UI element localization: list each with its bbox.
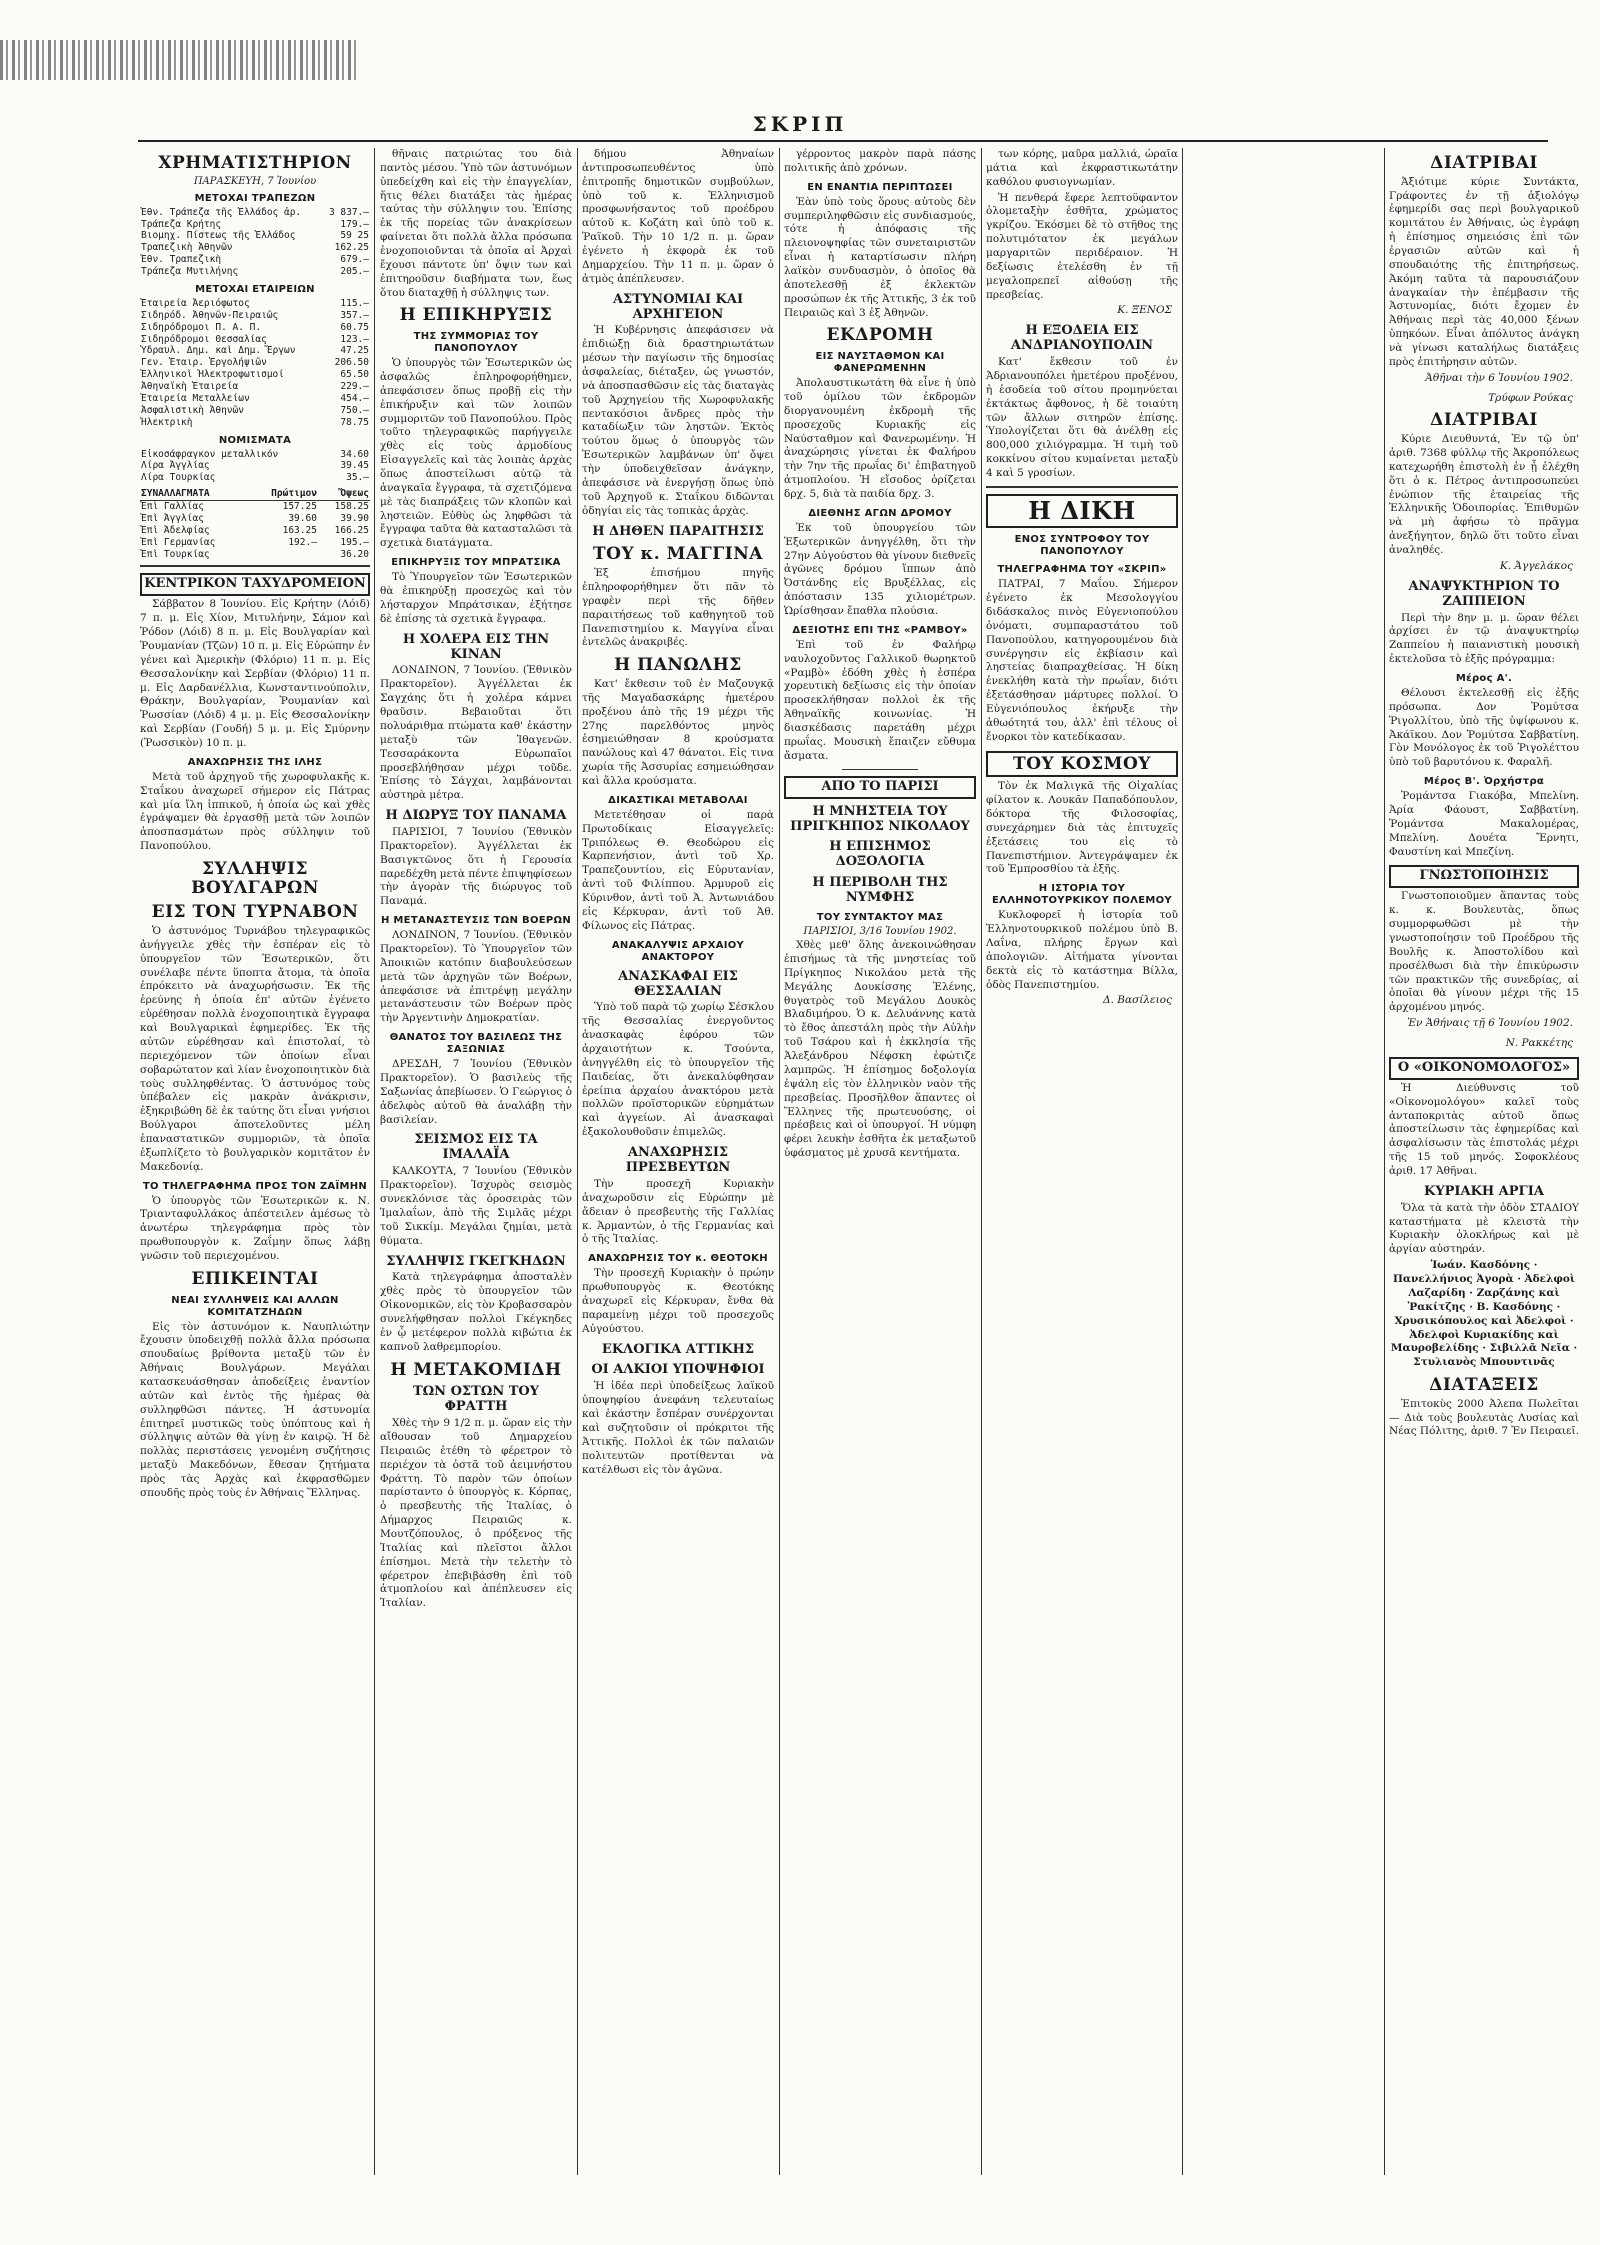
treatises-signature-2: Κ. Ἀγγελάκος — [1499, 559, 1573, 572]
col5-top-text-2: Ἡ πενθερά ἔφερε λεπτοϋφαντον ὁλομεταξὴν ἐσθῆτα, χρώματος γκρίζου. Ἐκόσμει δὲ τὸ στῆθος της πολυτιμότατον ἐκ μεγάλων μαργαριτῶν περιδέραιον. Ἡ δεξίωσις ἐτελέσθη ἐν τῇ μεγαλοπρεπεῖ αἰθούσῃ τῆς πρεσβείας. — [986, 191, 1178, 301]
arrest-text: Ὁ ἀστυνόμος Τυρνάβου τηλεγραφικῶς ἀνήγγειλε χθὲς τὴν ἑσπέραν εἰς τὸ ὑπουργεῖον τῶν Ἐσωτερικῶν, ὅτι συνέλαβε πέντε ὕποπτα ἄτομα, τὰ ὁποῖα ἐπρόκειτο νὰ ἀναχωρήσωσιν. Ἐκ τῆς ἐρεύνης ἡ ὁποία ἐπ' αὐτῶν ἐγένετο εὑρέθησαν πολλὰ ἐνοχοποιητικὰ ἔγγραφα καὶ Βουλγαρικαὶ ἐφημερίδες. Ἐκ τῆς αὐτῶν εὑρέθησαν καὶ ἐπιστολαί, τὸ περιεχόμενον τῶν ὁποίων εἶναι σοβαρώτατον καὶ λίαν ἐνοχοποιητικὸν διὰ τοὺς συλληφθέντας. Ὁ ἀστυνόμος τοὺς ὑπέβαλεν εἰς μακρὰν ἀνάκρισιν, ἐξηκριβώθη δὲ ἐκ ταύτης ὅτι εἶναι γνήσιοι Βούλγαροι ἀποτελοῦντες μέλη ἐπαναστατικῶν συμμοριῶν, τὰ ὁποῖα ἐξωπλίζετο τὸ βουλγαρικὸν κομιτᾶτον ἐν Μακεδονίᾳ. — [140, 925, 370, 1173]
resignation-heading: Η ΔΗΘΕΝ ΠΑΡΑΙΤΗΣΙΣ — [592, 523, 764, 539]
banks-table — [140, 207, 370, 278]
currency-heading: ΝΟΜΙΣΜΑΤΑ — [218, 434, 292, 446]
palace-heading: ΑΝΑΚΑΛΥΨΙΣ ΑΡΧΑΙΟΥ ΑΝΑΚΤΟΡΟΥ — [611, 939, 745, 963]
row-value: 34.60 — [340, 448, 369, 460]
earthquake-heading: ΣΕΙΣΜΟΣ ΕΙΣ ΤΑ ΙΜΑΛΑΪΑ — [414, 1132, 538, 1163]
transfer-heading: Η ΜΕΤΑΚΟΜΙΔΗ — [390, 1359, 562, 1380]
departure-heading: ΑΝΑΧΩΡΗΣΙΣ ΤΗΣ ΙΛΗΣ — [187, 756, 323, 768]
column-divider — [779, 148, 780, 2175]
excavations-heading: ΑΝΑΣΚΑΦΑΙ ΕΙΣ ΘΕΣΣΑΛΙΑΝ — [618, 968, 738, 999]
row-value: 59 25 — [340, 230, 369, 242]
bride-heading: Η ΠΕΡΙΒΟΛΗ ΤΗΣ ΝΥΜΦΗΣ — [812, 875, 948, 906]
elections-text: Ἡ ἰδέα περὶ ὑποδείξεως λαϊκοῦ ὑποψηφίου ἀνεφάνη τελευταίως καὶ ἑκάστην ἔσπέραν συνέρχονται καὶ συζητοῦσιν οἱ πρόκριτοι τῆς Ἀττικῆς. Πολλοὶ ἐκ τῶν παλαιῶν πολιτευτῶν προτίθενται νὰ κατέλθωσι εἰς τὸν ἀγῶνα. — [582, 1380, 774, 1476]
header-rule — [138, 140, 1548, 142]
row-value: 162.25 — [334, 242, 369, 254]
row-value: 229.— — [340, 381, 369, 393]
row-value: 36.20 — [340, 548, 369, 560]
telegram-heading: ΤΟ ΤΗΛΕΓΡΑΦΗΜΑ ΠΡΟΣ ΤΟΝ ΖΑΪΜΗΝ — [142, 1180, 368, 1192]
row-value: 357.— — [340, 309, 369, 321]
column-2 — [380, 148, 572, 2181]
row-value: 115.— — [340, 297, 369, 309]
treatises-signature: Τρύφων Ρούκας — [1488, 391, 1573, 404]
row-value — [249, 549, 317, 561]
col3-top-text: δήμου Ἀθηναίων ἀντιπροσωπευθέντος ὑπὸ ἐπιτροπῆς δημοτικῶν συμβούλων, ὑπὸ τοῦ κ. Ἑλληνισμοῦ προσφωνήσαντος τοῦ προέδρου αὐτοῦ κ. Κοζάτη καὶ ὑπὸ τοῦ κ. Ῥαϊκοῦ. Τὴν 10 1/2 π. μ. ὥραν ἐγένετο ἡ ἐκφορὰ ἐκ τοῦ Δημαρχείου. Τὴν 11 π. μ. ὥραν ὁ ἀτμὸς ἀπέπλευσεν. — [582, 148, 774, 285]
economist-heading: Ο «ΟΙΚΟΝΟΜΟΛΟΓΟΣ» — [1389, 1057, 1579, 1080]
table-row — [140, 254, 370, 266]
bounty-heading: Η ΕΠΙΚΗΡΥΞΙΣ — [399, 305, 553, 326]
notice-dateline: Ἐν Ἀθήναις τῇ 6 Ἰουνίου 1902. — [1407, 1017, 1573, 1030]
row-value: 39.60 — [288, 512, 317, 524]
table-row — [140, 513, 370, 525]
excursion-subheading: ΕΙΣ ΝΑΥΣΤΑΘΜΟΝ ΚΑΙ ΦΑΝΕΡΩΜΕΝΗΝ — [815, 351, 945, 375]
row-value: 39.45 — [340, 460, 369, 472]
bratsika-text: Τὸ Ὑπουργεῖον τῶν Ἐσωτερικῶν θὰ ἐπικηρύξῃ προσεχῶς καὶ τὸν λήσταρχον Μπράτσικαν, ἐξήτησε δὲ ἐπίσης τὰ σχετικὰ ἔγγραφα. — [380, 571, 572, 625]
bounty-subheading: ΤΗΣ ΣΥΜΜΟΡΙΑΣ ΤΟΥ ΠΑΝΟΠΟΥΛΟΥ — [413, 331, 539, 355]
trial-heading: Η ΔΙΚΗ — [986, 494, 1178, 528]
table-row — [140, 266, 370, 278]
post-office-text: Σάββατον 8 Ἰουνίου. Εἰς Κρήτην (Λόιδ) 7 π. μ. Εἰς Χίον, Μιτυλήνην, Σάμον καὶ Ῥόδον (Λόιδ) 8 π. μ. Εἰς Βουλγαρίαν καὶ Ῥουμανίαν (Τζῶν) 10 π. μ. Εἰς Εὐρώπην ἐν γένει καὶ Ἀμερικὴν (Φλόριο) 11 π. μ. Εἰς Θεσσαλονίκην καὶ Σερβίαν (Φλόριο) 11 π. μ. Εἰς Δαρδανέλλια, Κωνσταντινούπολιν, Θράκην, Βουλγαρίαν, Ῥουμανίαν καὶ Ῥωσσίαν (Λόιδ) 4 μ. μ. Εἰς Θεσσαλονίκην καὶ Σερβίαν (Γουδή) 5 μ. μ. Εἰς Σμύρνην (Ῥωσσικὸν) 10 π. μ. — [140, 598, 370, 749]
row-value: 166.25 — [334, 524, 369, 536]
table-row — [140, 472, 370, 484]
row-label: Ἐπὶ Γερμανίας — [141, 536, 216, 548]
rambo-text: Ἐπὶ τοῦ ἐν Φαλήρῳ ναυλοχοῦντος Γαλλικοῦ θωρηκτοῦ «Ραμβὸ» ἐδόθη χθὲς ἡ ἑσπέρα χορευτικὴ δεξίωσις εἰς τὴν ὁποίαν προσεκλήθησαν πολλοὶ ἐκ τῆς Ἀθηναϊκῆς κοινωνίας. Ἡ διασκέδασις παρετάθη μέχρι πρωΐας. Μουσικὴ ἔπαιζεν εὔθυμα ἄσματα. — [784, 638, 976, 762]
notice-heading: ΓΝΩΣΤΟΠΟΙΗΣΙΣ — [1389, 865, 1579, 888]
table-row — [140, 207, 370, 219]
row-label: Σιδηρόδρομοι Π. Α. Π. — [141, 321, 262, 333]
panama-text: ΠΑΡΙΣΙΟΙ, 7 Ἰουνίου (Ἐθνικὸν Πρακτορεῖον). Ἀγγέλλεται ἐκ Βασιγκτῶνος ὅτι ἡ Γερουσία παρεδέχθη μετὰ πέντε ἐπιψηφίσεων τὴν ἀγορὰν τῆς διώρυγος τοῦ Παναμά. — [380, 826, 572, 908]
police-heading: ΑΣΤΥΝΟΜΙΑΙ ΚΑΙ ΑΡΧΗΓΕΙΟΝ — [612, 291, 744, 322]
paris-dateline: ΠΑΡΙΣΙΟΙ, 3/16 Ἰουνίου 1902. — [803, 926, 957, 938]
transfer-text: Χθὲς τὴν 9 1/2 π. μ. ὥραν εἰς τὴν αἴθουσαν τοῦ Δημαρχείου Πειραιῶς ἐτέθη τὸ φέρετρον τὸ περιέχον τὰ ὀστᾶ τοῦ ἀειμνήστου Φράττη. Τὸ παρὸν τῶν ὁποίων παρίσταντο ὁ ὑπουργὸς κ. Κόρπας, ὁ πρεσβευτὴς τῆς Ἰταλίας, ὁ Δήμαρχος Πειραιῶς κ. Μουτζόπουλος, ὁ πρόξενος τῆς Ἰταλίας καὶ πλεῖστοι ἄλλοι ἐπίσημοι. Μετὰ τὴν τελετὴν τὸ φέρετρον ἐπεβιβάσθη ἐπὶ τοῦ ἀτμοπλοίου καὶ ἀπέπλευσεν εἰς Ἰταλίαν. — [380, 1417, 572, 1610]
col2-top-text: θῆναις πατριώτας του διὰ παντὸς μέσου. Ὑπὸ τῶν ἀστυνόμων ὑπεδείχθη καὶ εἰς τὴν ἐπαγγελίαν, ἥτις θέλει διατάξει τὰς ἡμέρας ταύτας τὴν σύλληψιν του. Ἐπίσης ἐκ τῆς πορείας τῶν ἀνακρίσεων φαίνεται ὅτι πολλὰ ἄλλα πρόσωπα ἐνοχοποιοῦνται τὰ ὁποῖα αἱ Ἀρχαὶ ἔχουσι πάντοτε ὑπ' ὄψιν των καὶ ἐπιτηροῦσιν διαβήματα των, ἕως ὅτου διαταχθῇ ἡ σύλληψις των. — [380, 148, 572, 299]
row-label: Σιδηρόδρομοι Θεσσαλίας — [141, 333, 267, 345]
rambo-heading: ΔΕΞΙΟΤΗΣ ΕΠΙ ΤΗΣ «ΡΑΜΒΟΥ» — [792, 624, 968, 636]
companies-heading: ΜΕΤΟΧΑΙ ΕΤΑΙΡΕΙΩΝ — [195, 283, 315, 295]
row-label: Λίρα Τουρκίας — [141, 472, 216, 484]
ambassadors-heading: ΑΝΑΧΩΡΗΣΙΣ ΠΡΕΣΒΕΥΤΩΝ — [625, 1145, 731, 1175]
currency-table — [140, 449, 370, 485]
table-row — [140, 230, 370, 242]
table-row — [140, 357, 370, 369]
companies-table — [140, 298, 370, 429]
history-text: Κυκλοφορεῖ ἡ ἱστορία τοῦ Ἑλληνοτουρκικοῦ πολέμου ὑπὸ Β. Λαΐνα, πλήρης ἔργων καὶ ἀπολογιῶν. Αἰτήματα γίνονται δεκτὰ εἰς τὸ κατάστημα Βίλλα, ὁδὸς Πανεπιστημίου. — [986, 909, 1178, 991]
cholera-heading: Η ΧΟΛΕΡΑ ΕΙΣ ΤΗΝ ΚΙΝΑΝ — [402, 631, 550, 662]
column-1 — [140, 148, 370, 2181]
row-value: 158.25 — [334, 501, 369, 513]
resignation-text: Ἐξ ἐπισήμου πηγῆς ἐπληροφορήθημεν ὅτι πᾶν τὸ γραφὲν περὶ τῆς δῆθεν παραιτήσεως τοῦ καθηγητοῦ τοῦ Πανεπιστημίου κ. Μαγγίνα εἶναι ἐντελῶς ἀνακριβές. — [582, 567, 774, 649]
arrest-subheading: ΕΙΣ ΤΟΝ ΤΥΡΝΑΒΟΝ — [151, 902, 359, 923]
excursion-text: Ἀπολαυστικωτάτη θὰ εἶνε ἡ ὑπὸ τοῦ ὁμίλου τῶν ἐκδρομῶν διοργανουμένη ἐκδρομὴ τῆς προσεχοῦς Κυριακῆς εἰς Ναύσταθμον καὶ Φανερωμένην. Ἡ ἀναχώρησις γίνεται ἐκ Φαλήρου τὴν 7ην τῆς πρωΐας δι' ἐπιβατηγοῦ ἀτμοπλοίου. Ἡ εἴσοδος ὁρίζεται δρχ. 5, διὰ τὰ παιδία δρχ. 3. — [784, 377, 976, 501]
row-value: 47.25 — [340, 345, 369, 357]
row-label: Ἐταιρεία Ἀεριόφωτος — [141, 297, 250, 309]
harvest-text: Κατ' ἔκθεσιν τοῦ ἐν Ἀδριανουπόλει ἡμετέρου προξένου, ἡ ἐσοδεία τοῦ σίτου προμηνύεται ἐκτάκτως ἄφθονος, ἡ δὲ τοιαύτη τῶν ἄλλων σιτηρῶν ἐπίσης. Ὑπολογίζεται ὅτι θὰ ἀνέλθῃ εἰς 800,000 χιλιόγραμμα. Ἡ τιμὴ τοῦ κοκκίνου σίτου κυμαίνεται μεταξὺ 4 καὶ 5 γροσίων. — [986, 356, 1178, 480]
signature: Κ. ΞΕΝΟΣ — [1117, 304, 1172, 317]
row-value: 123.— — [340, 333, 369, 345]
row-label: Ἑλληνικοὶ Ἠλεκτροφωτισμοί — [141, 369, 284, 381]
table-header-row — [140, 488, 370, 500]
row-value: 195.— — [340, 536, 369, 548]
arrest-heading: ΣΥΛΛΗΨΙΣ ΒΟΥΛΓΑΡΩΝ — [191, 858, 319, 898]
column-divider — [981, 148, 982, 2175]
zappeion-text: Περὶ τὴν 8ην μ. μ. ὥραν θέλει ἀρχίσει ἐν τῷ ἀναψυκτηρίῳ Ζαππείου ἡ παιανιστικὴ μουσικὴ ἐκτελοῦσα τὸ ἑξῆς πρόγραμμα: — [1389, 611, 1579, 666]
row-label: Γεν. Ἑταιρ. Ἐργολήψιῶν — [141, 357, 267, 369]
treatises-text-2: Κύριε Διευθυντά, Ἐν τῷ ὑπ' ἀριθ. 7368 φύλλῳ τῆς Ἀκροπόλεως κατεχωρήθη ἐπιστολὴ ἐν ᾗ ἐλέχθη ὅτι ὁ κ. Πέτρος ἀντιπροσωπεύει ἐνώπιον τῆς ἐταιρείας τῆς Ἑλληνικῆς Ὁδοιπορίας. Ἐπιθυμῶν νὰ μὴ ἀφήσω τὸ πρᾶγμα ἀνεξήγητον, δηλῶ ὅτι τοῦτο εἶναι ἀναληθές. — [1389, 433, 1579, 556]
row-value: 206.50 — [334, 357, 369, 369]
theotokis-text: Τὴν προσεχῆ Κυριακὴν ὁ πρώην πρωθυπουργὸς κ. Θεοτόκης ἀναχωρεῖ εἰς Κέρκυραν, ἔνθα θὰ παραμείνῃ μέχρι τοῦ προσεχοῦς Αὐγούστου. — [582, 1267, 774, 1335]
row-label: Ἀθηναϊκὴ Ἐταιρεία — [141, 381, 239, 393]
plague-text: Κατ' ἔκθεσιν τοῦ ἐν Μαζουγκᾷ τῆς Μαγαδασκάρης ἡμετέρου προξένου ἀπὸ τῆς 19 μέχρι τῆς 27ης παρελθόντος μηνὸς ἐσημειώθησαν 8 κρούσματα πανώλους καὶ 47 θάνατοι. Εἰς τινα χωρία τῆς Ἀσσυρίας εσημειώθησαν καὶ ἄλλα κρούσματα. — [582, 677, 774, 787]
row-value: 205.— — [340, 266, 369, 278]
part-a-heading: Μέρος Α'. — [1455, 673, 1513, 685]
banks-heading: ΜΕΤΟΧΑΙ ΤΡΑΠΕΖΩΝ — [194, 192, 316, 204]
row-value: 39.90 — [340, 512, 369, 524]
table-row — [140, 310, 370, 322]
row-label: Ἠλεκτρικὴ — [141, 416, 193, 428]
elections-heading: ΕΚΛΟΓΙΚΑ ΑΤΤΙΚΗΣ — [601, 1341, 755, 1357]
table-row — [140, 501, 370, 513]
economist-text: Ἡ Διεύθυνσις τοῦ «Οἰκονομολόγου» καλεῖ τοὺς ἀνταποκριτὰς αὐτοῦ ὅπως ἀποστείλωσιν τὰς ἐφημερίδας καὶ ἀσφαλίσωσιν τὰς ἐπιστολάς μέχρι τῆς 15 τοῦ μηνός. Σοφοκλέους ἀριθ. 17 Ἀθῆναι. — [1389, 1081, 1579, 1177]
row-value: 454.— — [340, 392, 369, 404]
row-value: Ὄψεως — [318, 488, 370, 500]
scan-artifact — [0, 40, 360, 80]
column-divider — [577, 148, 578, 2175]
notice-signature: Ν. Ρακκέτης — [1505, 1037, 1573, 1050]
trial-text: ΠΑΤΡΑΙ, 7 Μαΐου. Σήμερον ἐγένετο ἐκ Μεσολογγίου διδάσκαλος πινὸς Εὐγενιοπούλου ὀνόματι, συμπαραστάτου τοῦ Πανοπούλου, κατηγορουμένου διὰ συνέργησιν εἰς ἐκβίασιν καὶ ληστείας διαπραχθείσας. Ἡ δίκη ἐνεκλήθη κατὰ τὴν πρωΐαν, διότι ἐξετάσθησαν μάρτυρες πολλοί. Ὁ Εὐγενιόπουλος ἐκήρυξε τὴν ἀθωότητά του, ἀλλ' ἐπὶ τέλους οἱ ἔνορκοι τὸν κατεδίκασαν. — [986, 578, 1178, 743]
masthead: ΣΚΡΙΠ — [752, 112, 848, 136]
part-b-heading: Μέρος Β'. Ὀρχήστρα — [1423, 776, 1545, 788]
treatises-dateline: Ἀθῆναι τὴν 6 Ἰουνίου 1902. — [1425, 371, 1573, 384]
contrary-heading: ΕΝ ΕΝΑΝΤΙΑ ΠΕΡΙΠΤΩΣΕΙ — [807, 181, 953, 193]
pending-subheading: ΝΕΑΙ ΣΥΛΛΗΨΕΙΣ ΚΑΙ ΑΛΛΩΝ ΚΟΜΙΤΑΤΖΗΔΩΝ — [171, 1294, 339, 1318]
provisions-text: Ἐπιτοκὺς 2000 Ἀλεπα Πωλεῖται — Διὰ τοὺς βουλευτὰς Λυσίας καὶ Νέας Πόλιτης, ἀριθ. 7 Ἐν Πειραιεῖ. — [1389, 1397, 1579, 1438]
provisions-heading: ΔΙΑΤΑΞΕΙΣ — [1429, 1375, 1539, 1396]
row-value: 163.25 — [282, 524, 317, 536]
telegram-text: Ὁ ὑπουργὸς τῶν Ἐσωτερικῶν κ. Ν. Τριανταφυλλάκος ἀπέστειλεν ἀμέσως τὸ ἀνωτέρω τηλεγράφημα πρὸς τὸν πρωθυπουργὸν κ. Ζαΐμην ὅπως λάβῃ γνῶσιν τοῦ περιεχομένου. — [140, 1194, 370, 1262]
earthquake-text: ΚΑΛΚΟΥΤΑ, 7 Ἰουνίου (Ἐθνικὸν Πρακτορεῖον). Ἰσχυρὸς σεισμὸς συνεκλόνισε τὰς ὀροσειρὰς τῶν Ἱμαλαΐων, ἀπὸ τῆς Σιμλᾶς μέχρι τοῦ Σικκίμ. Μεγάλαι ζημίαι, μετὰ θύματα. — [380, 1165, 572, 1247]
resignation-subheading: ΤΟΥ κ. ΜΑΓΓΙΝΑ — [593, 544, 763, 565]
pending-heading: ΕΠΙΚΕΙΝΤΑΙ — [191, 1268, 319, 1289]
table-row — [140, 525, 370, 537]
row-label: Τραπεζικὴ Ἀθηνῶν — [141, 242, 233, 254]
engagement-heading: Η ΜΝΗΣΤΕΙΑ ΤΟΥ ΠΡΙΓΚΗΠΟΣ ΝΙΚΟΛΑΟΥ — [790, 803, 970, 834]
row-label: Ἐπὶ Γαλλίας — [141, 501, 204, 513]
treatises-text: Ἀξιότιμε κύριε Συντάκτα, Γράφοντες ἐν τῇ ἀξιολόγῳ ἐφημερίδι σας περὶ βουλγαρικοῦ κομιτάτου ἐν Ἀθήναις, ὡς ἐγράφη ἡ ἐπίσημος σημειόσις ἐπὶ τῶν ἐργασιῶν αὐτῶν καὶ ἡ σπουδαιότης τῆς ἐπιτηρήσεως. Ἀκόμη ταῦτα τὰ παρουσιάζουν ἀναγκαίαν τὴν ἐπέμβασιν τῆς Ἀστυνομίας, διότι ἔχομεν ἐν Ἀθήναις περὶ τὰς 40,000 ξένων ὑπηκόων. Εἶναι ἀπόλυτος ἀνάγκη νὰ γίνωσι καταλήλως διατάξεις πρὸς ἐπιτήρησιν αὐτῶν. — [1389, 175, 1579, 368]
row-label: Βιομηχ. Πίστεως τῆς Ἑλλάδος — [141, 230, 296, 242]
row-value: 3 837.— — [328, 206, 369, 218]
row-label: Τράπεζα Κρήτης — [141, 218, 222, 230]
row-label: Ἐθν. Τραπεζικὴ — [141, 254, 222, 266]
departure-text: Μετὰ τοῦ ἀρχηγοῦ τῆς χωροφυλακῆς κ. Σταΐκου ἀναχωρεῖ σήμερον εἰς Πάτρας καὶ μία ἴλη ἱππικοῦ, ἡ ὁποία ὡς καὶ χθὲς ἐγράψαμεν θὰ ἐργασθῇ μετὰ τῶν λοιπῶν ἀποσπασμάτων πρὸς σύλληψιν τοῦ Πανοπούλου. — [140, 770, 370, 853]
cholera-text: ΛΟΝΔΙΝΟΝ, 7 Ἰουνίου. (Ἐθνικὸν Πρακτορεῖον). Ἀγγέλλεται ἐκ Σαγχάης ὅτι ἡ χολέρα κάμνει θραῦσιν. Βεβαιοῦται ὅτι πολυάριθμα πτώματα καθ' ἑκάστην μεταξὺ τῶν Ἰθαγενῶν. Τεσσαράκοντα Εὐρωπαῖοι προσεβλήθησαν μέχρι τοῦδε. Ἐπίσης τὸ Σάγχαι, λαμβάνονται αὐστηρὰ μέτρα. — [380, 664, 572, 802]
society-heading: ΤΟΥ ΚΟΣΜΟΥ — [986, 751, 1178, 778]
elections-subheading: ΟΙ ΑΛΚΙΟΙ ΥΠΟΨΗΦΙΟΙ — [591, 1362, 765, 1378]
sunday-shops-list: Ἰωάν. Κασδόνης · Πανελλήνιος Ἀγορὰ · Ἀδελφοὶ Λαζαρίδη · Ζαρζάνης καὶ Ῥακίτζης · Β. Κασδόνης · Χρυσικόπουλος καὶ Ἀδελφοὶ · Ἀδελφοὶ Κυριακίδης καὶ Μαυροβελίδης · Σιβιλλᾶ Νεῖα · Στυλιανὸς Μπουντινᾶς — [1390, 1259, 1578, 1369]
row-value: 192.— — [288, 536, 317, 548]
harvest-heading: Η ΕΞΟΔΕΙΑ ΕΙΣ ΑΝΔΡΙΑΝΟΥΠΟΛΙΝ — [1010, 323, 1154, 354]
table-row — [140, 322, 370, 334]
table-row — [140, 334, 370, 346]
correspondent-label: ΤΟΥ ΣΥΝΤΑΚΤΟΥ ΜΑΣ — [816, 912, 944, 924]
row-label: Ἐθν. Τράπεζα τῆς Ἑλλάδος ἀρ. — [141, 206, 302, 218]
bounty-text: Ὁ ὑπουργὸς τῶν Ἐσωτερικῶν ὡς ἀσφαλῶς ἐπληροφορήθημεν, ἀπεφάσισεν ὅπως προβῇ εἰς τὴν ἐπικήρυξιν καὶ τῶν λοιπῶν συμμοριτῶν τοῦ Πανοπούλου. Πρὸς τοῦτο τηλεγραφικῶς παρήγγειλε χθὲς εἰς τοὺς ἀρμοδίους Εἰσαγγελεῖς καὶ τὰς λοιπὰς ἀρχὰς ὅπως ἀποστείλωσι αὐτῷ τὰ ἀναγκαῖα ἔγγραφα, τὰ σχετιζόμενα μὲ τὰς διαπράξεις τῶν κλοπῶν καὶ ληστειῶν. Εὐθὺς ὡς ληφθῶσι τὰ ἔγγραφα ταῦτα θὰ κατασταλῶσι τὰ σχετικὰ διατάγματα. — [380, 357, 572, 550]
row-label: Τράπεζα Μυτιλήνης — [141, 266, 239, 278]
race-heading: ΔΙΕΘΝΗΣ ΑΓΩΝ ΔΡΟΜΟΥ — [808, 507, 952, 519]
column-divider — [374, 148, 375, 2175]
part-b-items: Ῥομάντσα Γιακόβα, Μπελίνη. Ἀρία Φάουστ, Σαββατίνη. Ῥομάντσα Μακαλομέρας, Μπελίνη. Δουέτα Ἔρνητι, Φαυστίνη καὶ Μπεζίνη. — [1389, 790, 1579, 858]
row-label: ΣΥΝΑΛΛΑΓΜΑΤΑ — [140, 488, 249, 500]
row-label: Εἰκοσάφραγκον μεταλλικόν — [141, 448, 279, 460]
col5-top-text: των κόρης, μαῦρα μαλλιά, ὡραῖα μάτια καὶ ἐκφραστικωτάτην καθόλου φυσιογνωμίαν. — [986, 148, 1178, 188]
column-divider — [1384, 148, 1385, 2175]
judicial-text: Μετετέθησαν οἱ παρὰ Πρωτοδίκαις Εἰσαγγελεῖς: Τριπόλεως Θ. Θεοδώρου εἰς Καρπενήσιον, ἀντὶ τοῦ Χρ. Τραπεζουντίου, εἰς Εὐρυτανίαν, ἀντὶ τοῦ Φιλίππου. Ἀρμυροῦ εἰς Κύρινθον, ἀντὶ τοῦ Ἀ. Ἀντωνιάδου εἰς Κέρκυραν, ἀντὶ τοῦ Ἀθ. Φίλωνος εἰς Πάτρας. — [582, 808, 774, 932]
society-text: Τὸν ἐκ Μαλιγκᾶ τῆς Οἰχαλίας φίλατον κ. Λουκᾶν Παπαδόπουλον, δόκτορα τῆς Φιλοσοφίας, συνεχάρημεν διὰ τὰς ἐπιτυχεῖς ἐξετάσεις του εἰς τὸ Πανεπιστήμιον. Ἀντεγράψαμεν ἐκ τοῦ Ἐμπροσθίου τὰ ἑξῆς. — [986, 780, 1178, 876]
plague-heading: Η ΠΑΝΩΛΗΣ — [614, 655, 742, 676]
row-label: Λίρα Ἀγγλίας — [141, 460, 210, 472]
row-label: Ἀσφαλιστικὴ Ἀθηνῶν — [141, 404, 244, 416]
transfer-subheading: ΤΩΝ ΟΣΤΩΝ ΤΟΥ ΦΡΑΤΤΗ — [412, 1384, 540, 1415]
zappeion-heading: ΑΝΑΨΥΚΤΗΡΙΟΝ ΤΟ ΖΑΠΠΕΙΟΝ — [1408, 578, 1560, 609]
theotokis-heading: ΑΝΑΧΩΡΗΣΙΣ ΤΟΥ κ. ΘΕΟΤΟΚΗ — [588, 1253, 768, 1265]
row-label: Σιδηρόδ. Ἀθηνῶν-Πειραιῶς — [141, 309, 279, 321]
column-3 — [582, 148, 774, 2181]
sunday-heading: ΚΥΡΙΑΚΗ ΑΡΓΙΑ — [1424, 1183, 1544, 1199]
row-label: Ὑδραυλ. Δημ. καὶ Δημ. Ἔργων — [141, 345, 296, 357]
exchange-table — [140, 488, 370, 560]
doxology-heading: Η ΕΠΙΣΗΜΟΣ ΔΟΞΟΛΟΓΙΑ — [829, 839, 931, 870]
race-text: Ἐκ τοῦ ὑπουργείου τῶν Ἐξωτερικῶν ἀνηγγέλθη, ὅτι τὴν 27ην Αὐγούστου θὰ γίνουν διεθνεῖς ἀγῶνες δρόμου ἵππων ἀπὸ Ὀστάνδης εἰς Βρυξέλλας, εἰς ἀπόστασιν 135 χιλιομέτρων. Ὡρίσθησαν ἔπαθλα πλούσια. — [784, 521, 976, 618]
table-row — [140, 449, 370, 461]
pending-text: Εἰς τὸν ἀστυνόμον κ. Ναυπλιώτην ἔχουσιν ὑποδειχθῇ πολλὰ ἄλλα πρόσωπα σπουδαίως βρίθοντα μεταξὺ τῶν ἐν Ἀθήναις Βουλγάρων. Μεγάλαι κατασκευάσθησαν ἀποδείξεις ἐναντίον αὐτῶν καὶ ἐντὸς τῆς ἡμέρας θὰ συλληφθῶσι πάντες. Ἡ ἀστυνομία ἐπιτηρεῖ μυστικῶς τοὺς ὑπόπτους καὶ ἡ σύλληψις αὐτῶν θὰ γίνῃ ἐν καιρῷ. Ἡ δὲ πολλὰς περιστάσεις γενομένη συζήτησις μεταξὺ Μακεδόνων, ἔθεσαν ζητήματα πρὸς τὰς Ἀρχὰς καὶ ἐκφρασθῶμεν σπουδῆς πρὸς τοὺς ἐν Ἀθήναις Ἕλληνας. — [140, 1320, 370, 1499]
part-a-items: Θέλουσι ἐκτελεσθῇ εἰς ἐξῆς πρόσωπα. Δον Ῥομύτσα Ῥιγολλίτου, ὑπὸ τῆς ὑψίφωνου κ. Ἀκάϊκου. Δον Ῥομύτσα Σαββατίνη. Γὸν Μονόλογος ἐκ τοῦ Ῥιγολέττου ὑπὸ τοῦ βαρυτόνου κ. Φαραλῆ. — [1389, 687, 1579, 769]
section-rule — [986, 486, 1178, 488]
table-row — [140, 298, 370, 310]
column-4 — [784, 148, 976, 2181]
col4-top-text: γέρροντος μακρὸν παρὰ πάσης πολιτικῆς ἀπὸ χρόνων. — [784, 148, 976, 174]
judicial-heading: ΔΙΚΑΣΤΙΚΑΙ ΜΕΤΑΒΟΛΑΙ — [608, 794, 748, 806]
trial-subheading: ΕΝΟΣ ΣΥΝΤΡΟΦΟΥ ΤΟΥ ΠΑΝΟΠΟΥΛΟΥ — [1014, 534, 1150, 558]
section-rule — [140, 565, 370, 567]
stock-exchange-date: ΠΑΡΑΣΚΕΥΗ, 7 Ἰουνίου — [193, 175, 317, 187]
row-value: 157.25 — [282, 501, 317, 513]
row-label: Ἐπὶ Τουρκίας — [141, 548, 210, 560]
table-row — [140, 549, 370, 561]
column-5 — [986, 148, 1178, 2181]
table-row — [140, 537, 370, 549]
notice-text: Γνωστοποιοῦμεν ἅπαντας τοὺς κ. κ. Βουλευτὰς, ὅπως συμμορφωθῶσι μὲ τὴν γνωστοποίησιν τοῦ Προέδρου τῆς Βουλῆς κ. Ἀποστολίδου καὶ προσέλθωσι διὰ τὴν ἐπικύρωσιν τῶν πρακτικῶν τῆς συνεδρίας, αἱ ὁποῖαι θὰ γίνουν μέχρι τῆς 15 ἀρχομένου μηνός. — [1389, 890, 1579, 1014]
police-text: Ἡ Κυβέρνησις ἀπεφάσισεν νὰ ἐπιδιώξῃ διὰ δραστηριωτάτων μέσων τὴν παγίωσιν τῆς δημοσίας ἀσφαλείας, διέταξεν, ὡς γνωστόν, νὰ ἀποσπασθῶσιν εἰς τὰς διαταγὰς τοῦ Ἀρχηγείου τῆς Χωροφυλακῆς πεντακόσιοι ἄνδρες πρὸς τὴν καταδίωξιν τῶν ληστῶν. Ἐκτὸς τούτου ὅμως ὁ ὑπουργὸς τῶν Ἐσωτερικῶν λαμβάνων ὑπ' ὄψει τὴν ὑποδειχθεῖσαν ἀνάγκην, ἀπεφάσισε νὰ ἐνεργήσῃ ὅπως ὑπὸ τοῦ Ἀρχηγοῦ κ. Σταΐκου διδῶνται ὁδηγίαι εἰς τὰς τοπικὰς ἀρχὰς. — [582, 324, 774, 517]
table-row — [140, 219, 370, 231]
row-label: Ἐπὶ Ἀγγλίας — [141, 512, 204, 524]
post-office-heading: ΚΕΝΤΡΙΚΟΝ ΤΑΧΥΔΡΟΜΕΙΟΝ — [140, 573, 370, 596]
row-value: 679.— — [340, 254, 369, 266]
contrary-text: Ἐὰν ὑπὸ τοὺς ὅρους αὐτοὺς δὲν συμπεριληφθῶσιν εἰς συνδιασμούς, τότε ἡ ἀπόφασις τῆς πλειονοψηφίας τῶν συνεταιριστῶν εἶναι ἡ καταρτίσωσιν πλήρη λαϊκὸν συνδυασμὸν, ὁ ὁποῖος θὰ ἀποτελεσθῇ ἐξ ἐκλεκτῶν προσώπων ἐκ τῆς Ἀττικῆς, 3 ἐκ τοῦ Πειραιῶς καὶ 3 ἐξ Ἀθηνῶν. — [784, 195, 976, 319]
panama-heading: Η ΔΙΩΡΥΞ ΤΟΥ ΠΑΝΑΜΑ — [385, 808, 567, 824]
row-value: 35.— — [346, 472, 369, 484]
table-row — [140, 242, 370, 254]
treatises-heading: ΔΙΑΤΡΙΒΑΙ — [1430, 153, 1538, 173]
row-value: 60.75 — [340, 321, 369, 333]
row-value: 179.— — [340, 218, 369, 230]
row-value: Πρώτιμον — [249, 488, 317, 500]
boers-heading: Η ΜΕΤΑΝΑΣΤΕΥΣΙΣ ΤΩΝ ΒΟΕΡΩΝ — [380, 915, 572, 927]
stock-exchange-title: ΧΡΗΜΑΤΙΣΤΗΡΙΟΝ — [158, 153, 352, 173]
table-row — [140, 369, 370, 381]
paris-heading: ΑΠΟ ΤΟ ΠΑΡΙΣΙ — [784, 776, 976, 799]
boers-text: ΛΟΝΔΙΝΟΝ, 7 Ἰουνίου. (Ἐθνικὸν Πρακτορεῖον). Τὸ Ὑπουργεῖον τῶν Ἀποικιῶν κατόπιν διαβουλεύσεων μετὰ τῶν ἀρχηγῶν τῶν Βοέρων, ἀπεφάσισε νὰ ἐπιτρέψῃ μεγάλην μετανάστευσιν τῶν Βοέρων πρὸς τὴν Ἀργεντινὴν Δημοκρατίαν. — [380, 929, 572, 1025]
row-value: 65.50 — [340, 369, 369, 381]
saxony-text: ΔΡΕΣΔΗ, 7 Ἰουνίου (Ἐθνικὸν Πρακτορεῖον). Ὁ βασιλεὺς τῆς Σαξωνίας ἀπεβίωσεν. Ὁ Γεώργιος ὁ ἀδελφὸς αὐτοῦ θὰ ἀναλάβῃ τὴν βασιλείαν. — [380, 1058, 572, 1126]
ambassadors-text: Τὴν προσεχῆ Κυριακὴν ἀναχωροῦσιν εἰς Εὐρώπην μὲ ἄδειαν ὁ πρεσβευτὴς τῆς Γαλλίας κ. Ἀρμαντὼν, ὁ τῆς Γερμανίας καὶ ὁ τῆς Ἰταλίας. — [582, 1177, 774, 1246]
signature: Δ. Βασίλειος — [1103, 994, 1172, 1007]
sunday-text: Ὅλα τὰ κατὰ τὴν ὁδὸν ΣΤΑΔΙΟΥ καταστήματα μὲ κλειστὰ τὴν Κυριακὴν ὁλοκλήρως καὶ μὲ ἀργίαν αὐστηράν. — [1389, 1201, 1579, 1256]
column-divider — [1182, 148, 1183, 2175]
table-row — [140, 345, 370, 357]
table-row — [140, 381, 370, 393]
table-row — [140, 460, 370, 472]
history-heading: Η ΙΣΤΟΡΙΑ ΤΟΥ ΕΛΛΗΝΟΤΟΥΡΚΙΚΟΥ ΠΟΛΕΜΟΥ — [992, 883, 1172, 907]
paris-text: Χθὲς μεθ' ὅλης ἀνεκοινώθησαν ἐπισήμως τὰ τῆς μνηστείας τοῦ Πρίγκηπος Νικολάου μετὰ τῆς Μεγάλης Δουκίσσης Ἑλένης, θυγατρὸς τοῦ Μεγάλου Δουκὸς Βλαδιμήρου. Ὁ κ. Δελυάννης κατὰ τὸ ἔθος ἀπεστάλη πρὸς τὴν Αὐλὴν τοῦ Τσάρου καὶ ἡ ἐκκλησία τῆς Ἀλεξάνδρου Νέφσκη ἐφώτιζε λαμπρῶς. Ἡ ἐπίσημος δοξολογία ἐψάλη εἰς τὸν ἑλληνικὸν ναὸν τῆς πρεσβείας. Προσῆλθον ἅπαντες οἱ Ἕλληνες τῆς πρωτευούσης, οἱ πρέσβεις καὶ οἱ ὑπουργοί. Ἡ νύμφη φέρει λευκὴν ἐσθῆτα ἐκ μεταξωτοῦ ὑφάσματος μὲ χρυσᾶ κεντήματα. — [784, 939, 976, 1160]
gegides-heading: ΣΥΛΛΗΨΙΣ ΓΚΕΓΚΗΔΩΝ — [386, 1253, 566, 1269]
row-label: Ἐταιρεία Μεταλλείων — [141, 392, 250, 404]
saxony-heading: ΘΑΝΑΤΟΣ ΤΟΥ ΒΑΣΙΛΕΩΣ ΤΗΣ ΣΑΞΩΝΙΑΣ — [389, 1032, 563, 1056]
column-6 — [1389, 148, 1579, 2181]
row-value: 78.75 — [340, 416, 369, 428]
section-rule — [842, 769, 919, 770]
table-row — [140, 393, 370, 405]
row-value: 750.— — [340, 404, 369, 416]
excursion-heading: ΕΚΔΡΟΜΗ — [826, 325, 934, 346]
gegides-text: Κατὰ τηλεγράφημα ἀποσταλὲν χθὲς πρὸς τὸ ὑπουργεῖον τῶν Οἰκονομικῶν, εἰς τὸν Κροβασσαρὸν συνελήφθησαν πολλοὶ Γκέγκηδες ἐν ᾧ μετέφερον πολλὰ κιβώτια ἐκ καπνοῦ λαθρεμπορίου. — [380, 1271, 572, 1353]
bratsika-heading: ΕΠΙΚΗΡΥΞΙΣ ΤΟΥ ΜΠΡΑΤΣΙΚΑ — [391, 557, 561, 569]
table-row — [140, 417, 370, 429]
treatises-heading-2: ΔΙΑΤΡΙΒΑΙ — [1430, 410, 1538, 431]
excavations-text: Ὑπὸ τοῦ παρὰ τῷ χωρίῳ Σέσκλου τῆς Θεσσαλίας ἐνεργοῦντος ἀνασκαφὰς ἐφόρου τῶν ἀρχαιοτήτων κ. Τσούντα, ἀνηγγέλθη εἰς τὸ ὑπουργεῖον τῆς Παιδείας, ὅτι ἀνεκαλύφθησαν ἐρείπια ἀρχαίου ἀνακτόρου μετὰ πολλῶν προϊστορικῶν εὑρημάτων καὶ ἀγγείων. Αἱ ἀνασκαφαὶ ἐξακολουθοῦσιν ἐπιμελῶς. — [582, 1001, 774, 1139]
row-label: Ἐπὶ Ἀδελφίας — [141, 524, 210, 536]
trial-telegram-label: ΤΗΛΕΓΡΑΦΗΜΑ ΤΟΥ «ΣΚΡΙΠ» — [997, 564, 1167, 576]
table-row — [140, 405, 370, 417]
